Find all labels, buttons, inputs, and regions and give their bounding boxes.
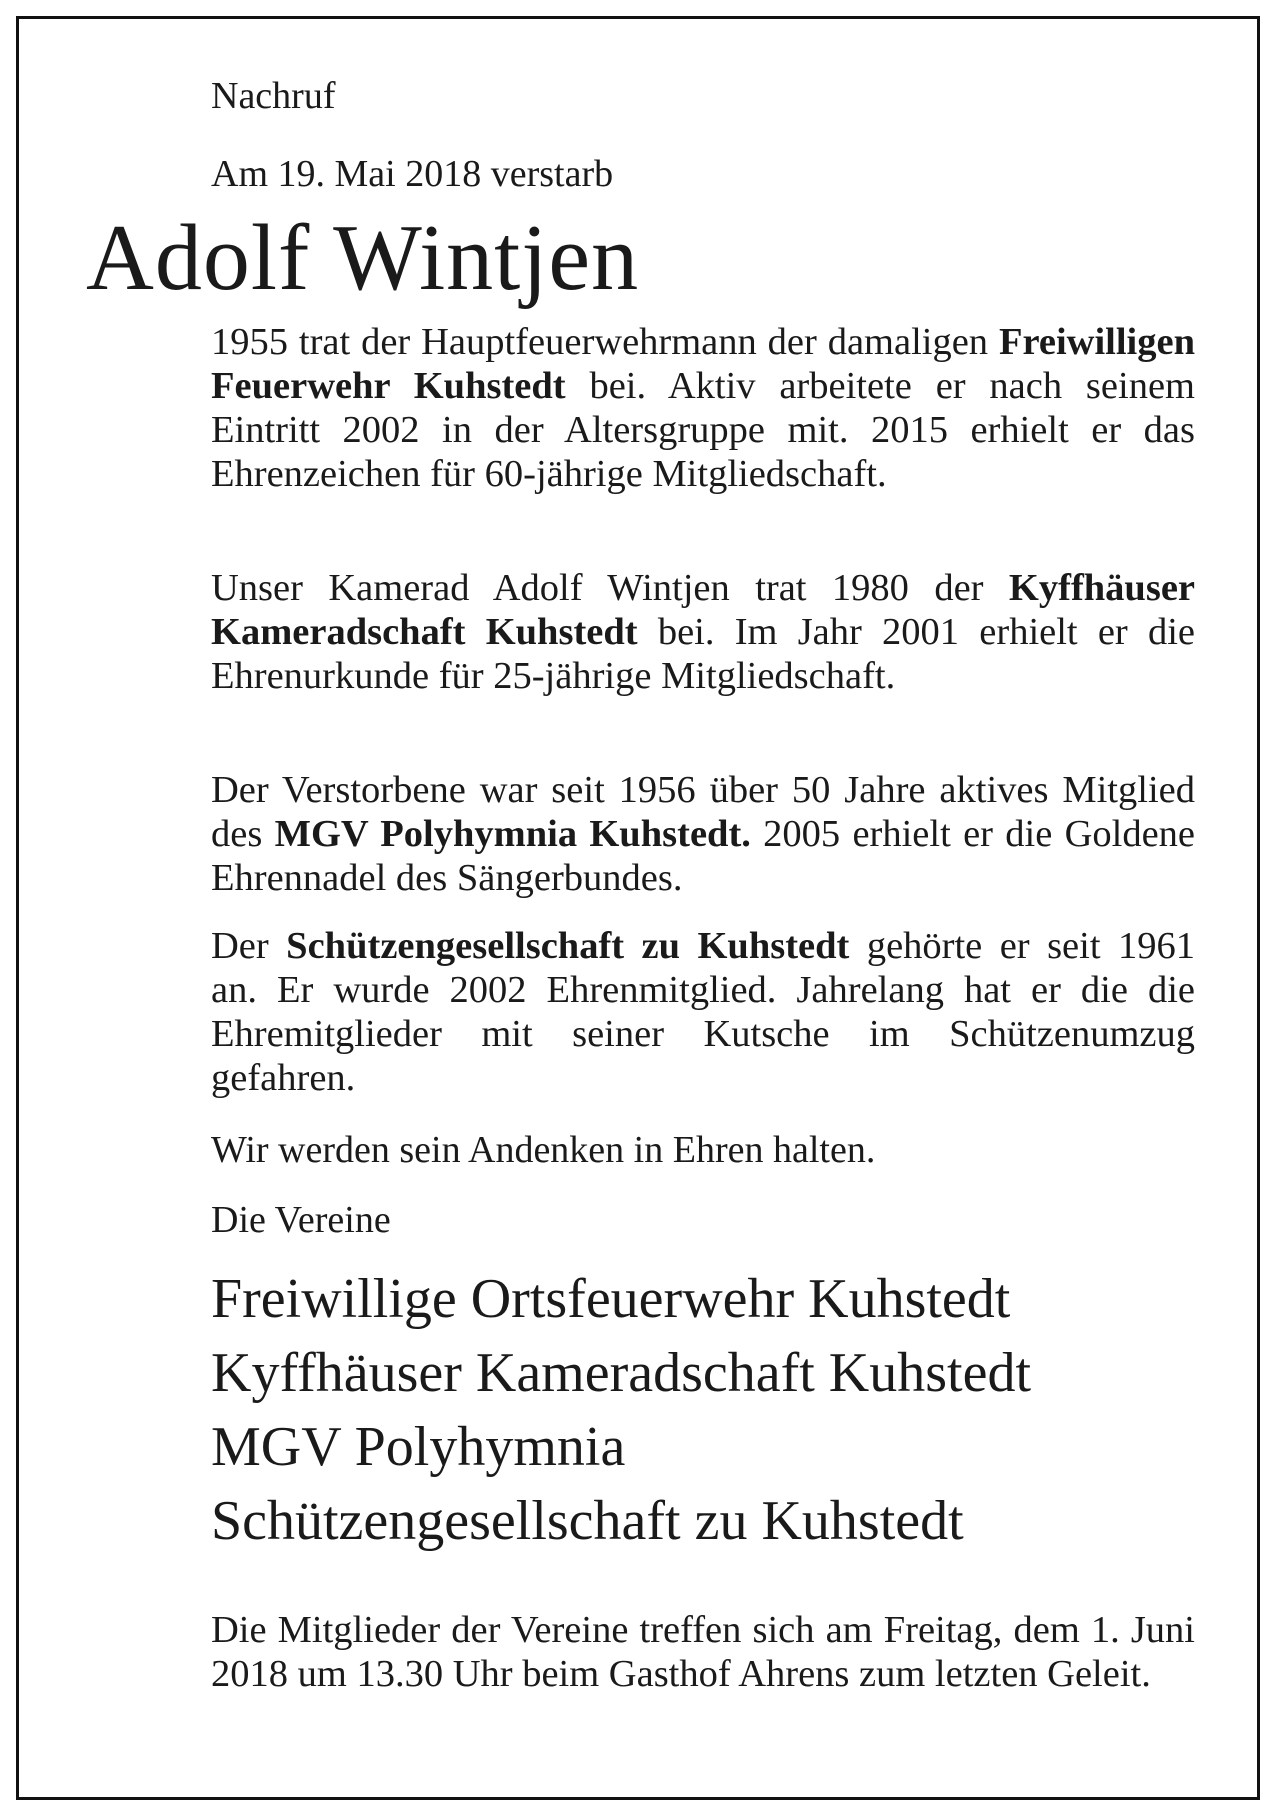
deceased-name: Adolf Wintjen bbox=[86, 206, 640, 310]
organization-name: MGV Polyhymnia bbox=[211, 1416, 626, 1478]
funeral-notice: Die Mitglieder der Vereine treffen sich am Freitag, dem 1. Juni 2018 um 13.30 Uhr beim Gasthof Ahrens zum letzten Geleit. bbox=[211, 1609, 1195, 1695]
organization-bold-text: Kyffhäuser Kameradschaft Kuhstedt bbox=[211, 567, 1195, 653]
paragraph-text: bei. Aktiv arbeitete er nach seinem Eintritt 2002 in der Altersgruppe mit. 2015 erhielt er das Ehrenzeichen für 60-jährige Mitgliedschaft. bbox=[211, 365, 1195, 495]
organization-bold-text: Schützengesellschaft zu Kuhstedt bbox=[286, 925, 850, 967]
paragraph-fire-brigade bbox=[211, 320, 1195, 496]
intro-line: Am 19. Mai 2018 verstarb bbox=[211, 153, 614, 195]
paragraph-text: Der Verstorbene war seit 1956 über 50 Jahre aktives Mitglied des bbox=[211, 769, 1195, 855]
paragraph-mgv bbox=[211, 768, 1195, 900]
closing-line: Wir werden sein Andenken in Ehren halten. bbox=[211, 1129, 876, 1171]
organization-name: Schützengesellschaft zu Kuhstedt bbox=[211, 1490, 964, 1552]
paragraph-text: 2005 erhielt er die Goldene Ehrennadel des Sängerbundes. bbox=[211, 813, 1195, 899]
organization-name: Kyffhäuser Kameradschaft Kuhstedt bbox=[211, 1342, 1032, 1404]
organization-bold-text: MGV Polyhymnia Kuhstedt. bbox=[274, 813, 751, 855]
paragraph-text: Der bbox=[211, 925, 287, 967]
organization-bold-text: Freiwilligen Feuerwehr Kuhstedt bbox=[211, 321, 1195, 407]
heading: Nachruf bbox=[211, 75, 336, 117]
paragraph-text: 1955 trat der Hauptfeuerwehrmann der damaligen bbox=[211, 321, 999, 363]
organization-name: Freiwillige Ortsfeuerwehr Kuhstedt bbox=[211, 1268, 1011, 1330]
paragraph-text: Unser Kamerad Adolf Wintjen trat 1980 der bbox=[211, 567, 1009, 609]
paragraph-text: bei. Im Jahr 2001 erhielt er die Ehrenurkunde für 25-jährige Mitgliedschaft. bbox=[211, 611, 1196, 697]
paragraph-text: gehörte er seit 1961 an. Er wurde 2002 Ehrenmitglied. Jahrelang hat er die die Ehremitglieder mit seiner Kutsche im Schützenumzug gefahren. bbox=[211, 925, 1195, 1099]
paragraph-schuetzen bbox=[211, 924, 1195, 1100]
signature-intro: Die Vereine bbox=[211, 1199, 391, 1241]
paragraph-kyffhaeuser bbox=[211, 566, 1195, 698]
organization-list bbox=[211, 1262, 1195, 1558]
